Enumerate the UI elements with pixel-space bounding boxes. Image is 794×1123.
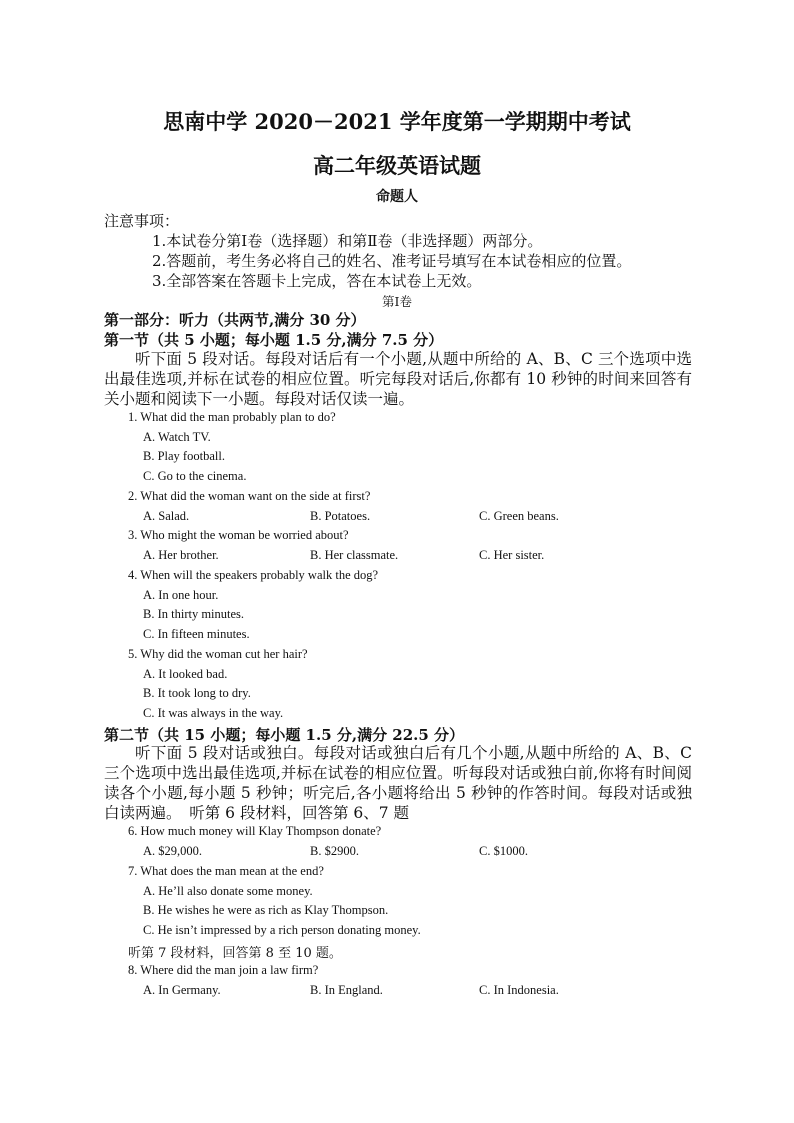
q2-option-a: A. Salad. (143, 509, 190, 523)
notes-heading: 注意事项： (104, 212, 180, 230)
q6-option-b: B. $2900. (310, 844, 359, 858)
volume-label: 第Ⅰ卷 (382, 294, 412, 309)
section1-instructions: 听下面 5 段对话。每段对话后有一个小题,从题中所给的 A、B、C 三个选项中选出最佳选项,并标在试卷的相应位置。听完每段对话后,你都有 10 秒钟的时间来回答有关小题和阅读下一小题。每段对话仅读一遍。 (104, 350, 692, 408)
section1-title: 第一节（共 5 小题；每小题 1.5 分,满分 7.5 分） (104, 331, 444, 349)
question-6: 6. How much money will Klay Thompson donate? (128, 824, 382, 838)
q3-option-a: A. Her brother. (143, 548, 219, 562)
exam-subtitle: 高二年级英语试题 (313, 153, 481, 178)
q5-option-c: C. It was always in the way. (143, 706, 284, 720)
question-4: 4. When will the speakers probably walk the dog? (128, 568, 379, 582)
note-item-3: 3.全部答案在答题卡上完成，答在本试卷上无效。 (152, 272, 482, 290)
q4-option-b: B. In thirty minutes. (143, 607, 245, 621)
q7-option-b: B. He wishes he were as rich as Klay Thompson. (143, 903, 389, 917)
q8-option-a: A. In Germany. (143, 983, 221, 997)
q1-option-c: C. Go to the cinema. (143, 469, 247, 483)
question-7: 7. What does the man mean at the end? (128, 864, 324, 878)
question-5: 5. Why did the woman cut her hair? (128, 647, 308, 661)
q6-option-c: C. $1000. (479, 844, 528, 858)
q1-option-b: B. Play football. (143, 449, 225, 463)
q2-option-c: C. Green beans. (479, 509, 559, 523)
q6-option-a: A. $29,000. (143, 844, 203, 858)
question-3: 3. Who might the woman be worried about? (128, 528, 349, 542)
question-1: 1. What did the man probably plan to do? (128, 410, 336, 424)
q4-option-c: C. In fifteen minutes. (143, 627, 250, 641)
section2-instructions: 听下面 5 段对话或独白。每段对话或独白后有几个小题,从题中所给的 A、B、C 三个选项中选出最佳选项,并标在试卷的相应位置。听每段对话或独白前,你将有时间阅读各个小题,每小题 5 秒钟；听完后,各小题将给出 5 秒钟的作答时间。每段对话或独白读两遍。 听第 6 段材料，回答第 6、7 题 (104, 744, 692, 822)
q1-option-a: A. Watch TV. (143, 430, 211, 444)
q5-option-a: A. It looked bad. (143, 667, 228, 681)
q3-option-c: C. Her sister. (479, 548, 545, 562)
material-7-instruction: 听第 7 段材料，回答第 8 至 10 题。 (128, 946, 342, 961)
q4-option-a: A. In one hour. (143, 588, 219, 602)
exam-title: 思南中学 2020－2021 学年度第一学期期中考试 (163, 109, 631, 134)
q5-option-b: B. It took long to dry. (143, 686, 251, 700)
part1-title: 第一部分：听力（共两节,满分 30 分） (104, 311, 366, 329)
q7-option-a: A. He’ll also donate some money. (143, 884, 313, 898)
q3-option-b: B. Her classmate. (310, 548, 399, 562)
question-8: 8. Where did the man join a law firm? (128, 963, 319, 977)
section2-title: 第二节（共 15 小题；每小题 1.5 分,满分 22.5 分） (104, 726, 465, 744)
question-2: 2. What did the woman want on the side at first? (128, 489, 371, 503)
q8-option-c: C. In Indonesia. (479, 983, 559, 997)
q7-option-c: C. He isn’t impressed by a rich person donating money. (143, 923, 421, 937)
note-item-2: 2.答题前，考生务必将自己的姓名、准考证号填写在本试卷相应的位置。 (152, 252, 632, 270)
q8-option-b: B. In England. (310, 983, 383, 997)
note-item-1: 1.本试卷分第Ⅰ卷（选择题）和第Ⅱ卷（非选择题）两部分。 (152, 232, 543, 250)
q2-option-b: B. Potatoes. (310, 509, 371, 523)
author-label: 命题人 (376, 189, 418, 205)
